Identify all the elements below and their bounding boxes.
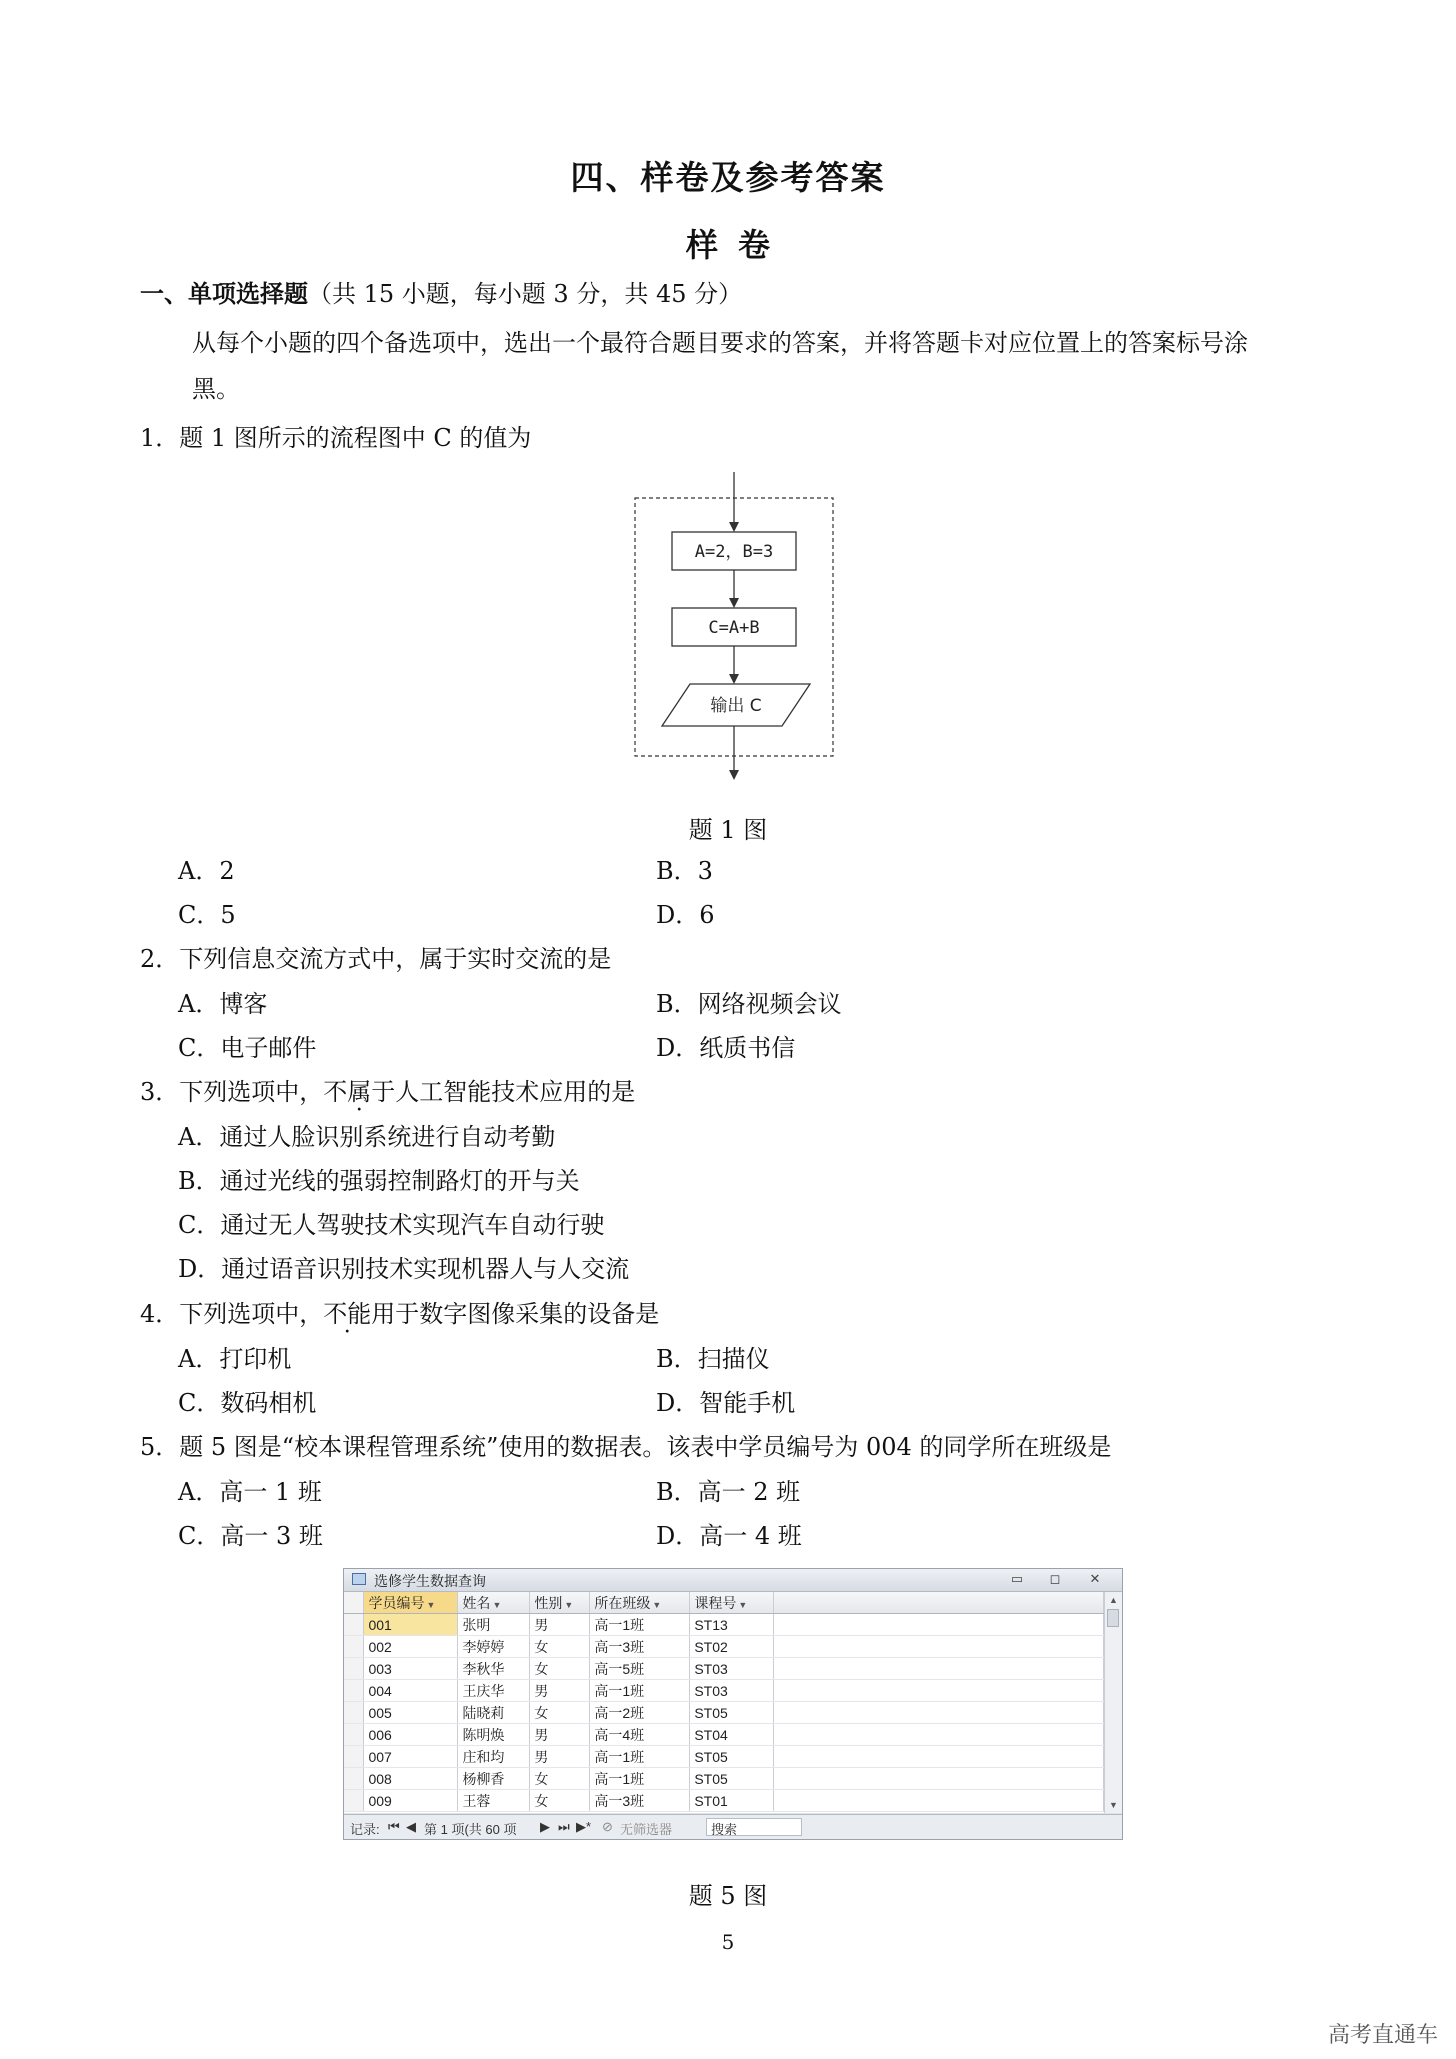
section-heading [140,279,742,309]
table-row[interactable] [344,1768,1104,1790]
question-1-option-b: B．3 [656,857,713,885]
row-selector[interactable] [344,1614,364,1636]
cell-course[interactable]: ST05 [690,1768,774,1790]
question-3-option-c: C．通过无人驾驶技术实现汽车自动行驶 [178,1211,605,1239]
question-4-option-c: C．数码相机 [178,1389,317,1417]
cell-name[interactable]: 李婷婷 [458,1636,530,1658]
close-icon[interactable]: ✕ [1089,1571,1101,1586]
question-4-stem [140,1299,659,1329]
flowchart-arrowhead-mid-1 [729,598,739,608]
column-header-course[interactable] [690,1592,774,1614]
question-1-option-c: C．5 [178,901,236,929]
no-filter-button[interactable]: 无筛选器 [620,1822,673,1837]
flowchart-arrowhead-out [729,770,739,780]
db-header-row [344,1592,1104,1614]
question-5-option-b: B．高一 2 班 [656,1478,801,1506]
cell-empty [774,1614,1104,1636]
table-row[interactable] [344,1658,1104,1680]
cell-empty [774,1680,1104,1702]
flowchart-arrowhead-in [729,522,739,532]
question-1-option-a: A．2 [178,857,235,885]
column-header-course-label: 课程号 [694,1594,737,1611]
next-record-icon[interactable]: ▶ [540,1819,550,1834]
cell-name[interactable]: 杨柳香 [458,1768,530,1790]
cell-name[interactable]: 庄和均 [458,1746,530,1768]
cell-course[interactable]: ST05 [690,1702,774,1724]
row-selector[interactable] [344,1746,364,1768]
page-subtitle: 样卷 [685,226,790,264]
cell-id[interactable]: 002 [364,1636,458,1658]
cell-gender[interactable]: 女 [530,1790,590,1812]
dropdown-arrow-icon[interactable]: ▼ [652,1599,662,1610]
row-selector[interactable] [344,1636,364,1658]
column-header-gender-label: 性别 [534,1594,563,1611]
cell-id[interactable]: 003 [364,1658,458,1680]
cell-name[interactable]: 陈明焕 [458,1724,530,1746]
question-3-option-b: B．通过光线的强弱控制路灯的开与关 [178,1167,580,1195]
cell-gender[interactable]: 女 [530,1636,590,1658]
row-selector[interactable] [344,1680,364,1702]
row-selector[interactable] [344,1702,364,1724]
question-3-option-a: A．通过人脸识别系统进行自动考勤 [178,1123,556,1151]
section-heading-label: 一、单项选择题 [140,279,308,308]
cell-gender[interactable]: 男 [530,1746,590,1768]
column-header-gender[interactable] [530,1592,590,1614]
db-query-window [343,1568,1123,1840]
column-header-name-label: 姓名 [462,1594,491,1611]
cell-course[interactable]: ST03 [690,1680,774,1702]
cell-empty [774,1658,1104,1680]
table-row[interactable] [344,1724,1104,1746]
cell-id[interactable]: 007 [364,1746,458,1768]
question-3-stem-suffix: 人工智能技术应用的是 [395,1078,636,1106]
question-5-option-d: D．高一 4 班 [656,1522,802,1550]
dropdown-arrow-icon[interactable]: ▼ [492,1599,502,1610]
flowchart-output-label: 输出 C [710,696,762,716]
column-header-id-label: 学员编号 [368,1594,425,1611]
cell-empty [774,1768,1104,1790]
previous-record-icon[interactable]: ◀ [406,1819,416,1834]
db-table [344,1592,1104,1812]
select-all-corner[interactable] [344,1592,364,1614]
page-title: 四、样卷及参考答案 [570,158,886,197]
db-window-title: 选修学生数据查询 [374,1573,486,1589]
row-selector[interactable] [344,1790,364,1812]
question-4-stem-emphasis: 不能 [323,1300,372,1328]
question-3-option-d: D．通过语音识别技术实现机器人与人交流 [178,1255,630,1283]
question-5-option-a: A．高一 1 班 [178,1478,322,1506]
cell-course[interactable]: ST02 [690,1636,774,1658]
cell-class[interactable]: 高一1班 [590,1680,690,1702]
question-1-stem: 1．题 1 图所示的流程图中 C 的值为 [140,424,532,452]
column-header-class[interactable] [590,1592,690,1614]
first-record-icon[interactable]: ⏮ [388,1819,400,1834]
cell-course[interactable]: ST05 [690,1746,774,1768]
table-row[interactable] [344,1614,1104,1636]
column-header-class-label: 所在班级 [594,1594,651,1611]
scroll-up-arrow-icon[interactable]: ▲ [1109,1595,1118,1605]
filter-icon: ⊘ [602,1819,613,1834]
cell-name[interactable]: 王蓉 [458,1790,530,1812]
column-header-name[interactable] [458,1592,530,1614]
flowchart-process-box-1-label: A=2，B=3 [694,542,774,562]
scroll-down-arrow-icon[interactable]: ▼ [1109,1800,1118,1810]
watermark: 高考直通车 [1327,2023,1438,2048]
new-record-icon[interactable]: ▶* [576,1819,592,1834]
cell-empty [774,1636,1104,1658]
search-input[interactable]: 搜索 [706,1818,802,1836]
question-5-option-c: C．高一 3 班 [178,1522,323,1550]
table-row[interactable] [344,1702,1104,1724]
question-2-option-b: B．网络视频会议 [656,990,842,1018]
question-4-option-a: A．打印机 [178,1345,292,1373]
question-3-stem-emphasis: 不属于 [323,1078,396,1106]
cell-gender[interactable]: 男 [530,1614,590,1636]
section-instruction-line1: 从每个小题的四个备选项中，选出一个最符合题目要求的答案，并将答题卡对应位置上的答案标号涂 [192,329,1248,357]
dropdown-arrow-icon[interactable]: ▼ [738,1599,748,1610]
cell-gender[interactable]: 男 [530,1724,590,1746]
cell-class[interactable]: 高一1班 [590,1768,690,1790]
table-row[interactable] [344,1636,1104,1658]
question-2-option-c: C．电子邮件 [178,1034,317,1062]
cell-course[interactable]: ST03 [690,1658,774,1680]
cell-id[interactable]: 005 [364,1702,458,1724]
cell-id[interactable]: 001 [364,1614,458,1636]
section-heading-detail: （共 15 小题，每小题 3 分，共 45 分） [308,280,743,308]
flowchart-diagram [620,470,840,790]
question-2-option-d: D．纸质书信 [656,1034,796,1062]
cell-gender[interactable]: 男 [530,1680,590,1702]
cell-name[interactable]: 王庆华 [458,1680,530,1702]
cell-class[interactable]: 高一1班 [590,1746,690,1768]
row-selector[interactable] [344,1724,364,1746]
cell-class[interactable]: 高一3班 [590,1790,690,1812]
cell-gender[interactable]: 女 [530,1768,590,1790]
record-position[interactable]: 第 1 项(共 60 项 [424,1822,517,1837]
dropdown-arrow-icon[interactable]: ▼ [426,1599,436,1610]
cell-gender[interactable]: 女 [530,1658,590,1680]
cell-class[interactable]: 高一3班 [590,1636,690,1658]
scroll-thumb[interactable] [1107,1609,1119,1627]
restore-icon[interactable]: ◻ [1049,1571,1061,1586]
cell-course[interactable]: ST01 [690,1790,774,1812]
cell-id[interactable]: 009 [364,1790,458,1812]
vertical-scrollbar[interactable] [1104,1592,1122,1813]
cell-empty [774,1746,1104,1768]
section-instruction-line2: 黑。 [192,375,240,403]
question-5-stem: 5．题 5 图是“校本课程管理系统”使用的数据表。该表中学员编号为 004 的同学所在班级是 [140,1433,1112,1461]
cell-id[interactable]: 006 [364,1724,458,1746]
cell-id[interactable]: 008 [364,1768,458,1790]
dropdown-arrow-icon[interactable]: ▼ [564,1599,574,1610]
question-4-stem-prefix: 4．下列选项中， [140,1300,324,1328]
question-4-option-b: B．扫描仪 [656,1345,770,1373]
cell-course[interactable]: ST04 [690,1724,774,1746]
cell-empty [774,1702,1104,1724]
table-icon [352,1573,366,1585]
cell-class[interactable]: 高一5班 [590,1658,690,1680]
column-header-id[interactable] [364,1592,458,1614]
cell-id[interactable]: 004 [364,1680,458,1702]
cell-empty [774,1724,1104,1746]
minimize-icon[interactable]: ▭ [1010,1571,1024,1586]
table-row[interactable] [344,1746,1104,1768]
cell-gender[interactable]: 女 [530,1702,590,1724]
flowchart-process-box-2-label: C=A+B [708,618,760,638]
question-2-stem: 2．下列信息交流方式中，属于实时交流的是 [140,945,612,973]
db-window-titlebar [344,1569,1122,1592]
cell-name[interactable]: 李秋华 [458,1658,530,1680]
column-header-empty [774,1592,1104,1614]
record-nav-label: 记录: [350,1822,380,1837]
row-selector[interactable] [344,1658,364,1680]
figure-5-caption: 题 5 图 [688,1882,768,1910]
flowchart-arrowhead-mid-2 [729,674,739,684]
cell-class[interactable]: 高一1班 [590,1614,690,1636]
table-row[interactable] [344,1680,1104,1702]
cell-empty [774,1790,1104,1812]
last-record-icon[interactable]: ⏭ [558,1819,570,1834]
table-row[interactable] [344,1790,1104,1812]
cell-class[interactable]: 高一4班 [590,1724,690,1746]
question-2-option-a: A．博客 [178,990,268,1018]
cell-class[interactable]: 高一2班 [590,1702,690,1724]
cell-name[interactable]: 陆晓莉 [458,1702,530,1724]
page-number: 5 [721,1930,735,1954]
cell-name[interactable]: 张明 [458,1614,530,1636]
question-3-stem-prefix: 3．下列选项中， [140,1078,324,1106]
question-1-option-d: D．6 [656,901,715,929]
question-4-option-d: D．智能手机 [656,1389,796,1417]
cell-course[interactable]: ST13 [690,1614,774,1636]
figure-1-caption: 题 1 图 [688,816,768,844]
question-3-stem [140,1077,635,1107]
db-datasheet [344,1592,1104,1813]
question-4-stem-suffix: 用于数字图像采集的设备是 [371,1300,660,1328]
row-selector[interactable] [344,1768,364,1790]
record-navigation-bar [344,1814,1122,1839]
